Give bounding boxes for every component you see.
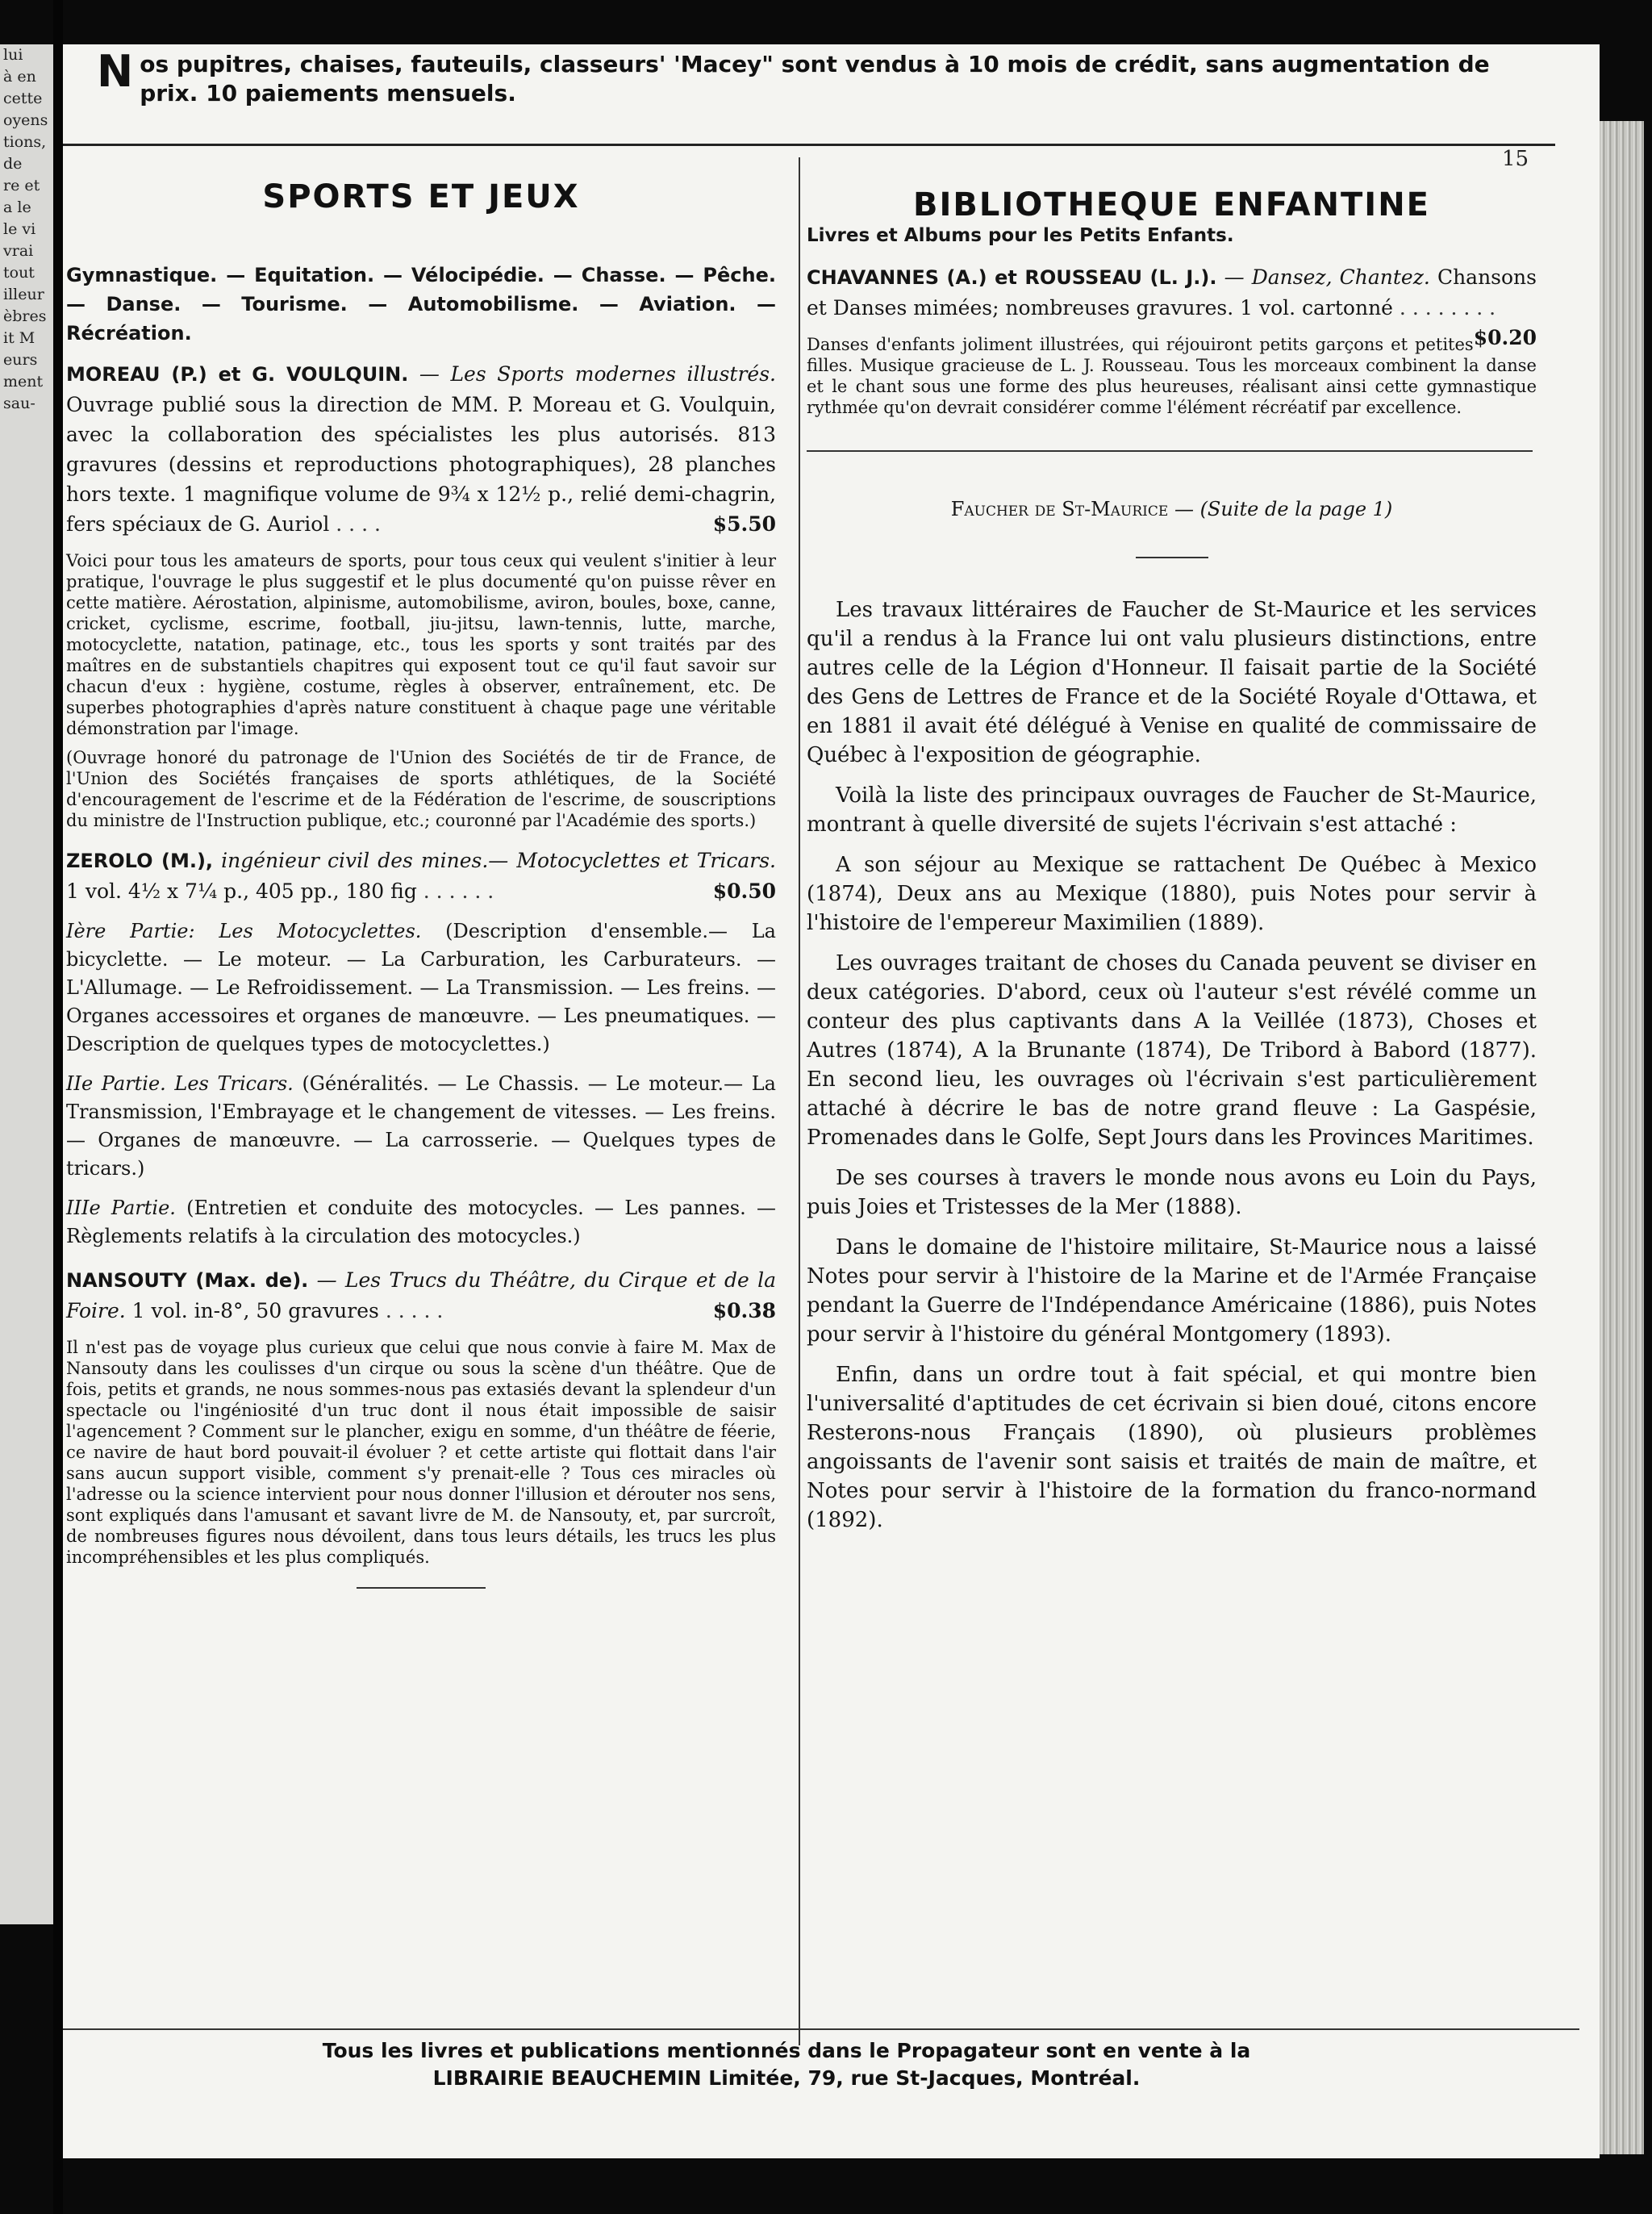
entry-note: Voici pour tous les amateurs de sports, pour tous ceux qui veulent s'initier à leur pratique, l'ouvrage le plus suggestif et le plus documenté qu'on puisse rêver en cette matière. Aérostation, alpinisme, automobilisme, aviron, boules, boxe, canne, cricket, cyclisme, escrime, football, jiu-jitsu, lawn-tennis, lutte, marche, motocyclette, natation, patinage, etc., tous les sports y sont traités par des maîtres en de substantiels chapitres qui exposent tout ce qu'il faut savoir sur chacun d'eux : hygiène, costume, règles à observer, entraînement, etc. De superbes photographies d'après nature constituent à chaque page une véritable démonstration par l'image. [66,551,776,738]
entry-author: NANSOUTY (Max. de). [66,1269,309,1292]
part-label: Ière Partie: Les Motocyclettes. [66,920,422,942]
facing-fragment: èbres [3,307,47,325]
entry-author: CHAVANNES (A.) et ROUSSEAU (L. J.). [807,266,1217,289]
part-text: (Entretien et conduite des motocycles. — Les pannes. — Règlements relatifs à la circulation des motocycles.) [66,1197,776,1247]
facing-fragment: de [3,155,23,173]
entry-title: — Les Sports modernes illustrés. [419,362,776,386]
entry-note: (Ouvrage honoré du patronage de l'Union des Sociétés de tir de France, de l'Union des Sociétés françaises de sports athlétiques, de la Société d'encouragement de l'escrime et de la Fédération de l'escrime, de souscriptions du ministre de l'Instruction publique, etc.; couronné par l'Académie des sports.) [66,748,776,830]
facing-fragment: vrai [3,242,34,260]
entry-price: $0.38 [712,1299,776,1322]
entry-part [66,917,776,1059]
entry-body: Ouvrage publié sous la direction de MM. P. Moreau et G. Voulquin, avec la collaboration des spécialistes les plus autorisés. 813 gravures (dessins et reproductions photographiques), 28 planches hors texte. 1 magnifique volume de 9¾ x 12½ p., relié demi-chagrin, fers spéciaux de G. Auriol [66,393,776,536]
article-paragraph: Les ouvrages traitant de choses du Canada peuvent se diviser en deux catégories. D'abord, ceux où l'auteur s'est révélé comme un conteur des plus captivants dans A la Veillée (1873), Choses et Autres (1874), A la Brunante (1874), De Tribord à Babord (1877). En second lieu, les ouvrages où l'écrivain s'est particulièrement attaché à décrire le bas de notre grand fleuve : La Gaspésie, Promenades dans le Golfe, Sept Jours dans les Provinces Maritimes. [807,951,1537,1150]
banner-text: os pupitres, chaises, fauteuils, classeurs' 'Macey" sont vendus à 10 mois de crédit, sans augmentation de prix. 10 paiements mensuels. [140,51,1490,107]
right-column [807,186,1537,1546]
entry-part [66,1194,776,1251]
article-paragraph: Enfin, dans un ordre tout à fait spécial, et qui montre bien l'universalité d'aptitudes de cet écrivain si bien doué, citons encore Resterons-nous Français (1890), où plusieurs problèmes angoissants de l'avenir sont saisis et traités de main de maître, et Notes pour servir à l'histoire de la formation du franco-normand (1892). [807,1363,1537,1532]
title-divider [1136,557,1208,558]
facing-fragment: oyens [3,111,48,129]
advertisement-banner [97,46,1533,108]
catalog-entry: NANSOUTY (Max. de). — Les Trucs du Théâtre, du Cirque et de la Foire. 1 vol. in-8°, 50 gravures . . . . . $0.38 [66,1265,776,1326]
facing-fragment: illeur [3,286,44,303]
entry-note: Il n'est pas de voyage plus curieux que celui que nous convie à faire M. Max de Nansouty dans les coulisses d'un cirque ou sous la scène d'un théâtre. Que de fois, petits et grands, ne nous sommes-nous pas extasiés devant la splendeur d'un spectacle ou l'ingéniosité d'un truc dont il nous était impossible de saisir l'agencement ? Comment sur le plancher, exigu en somme, d'un théâtre de féerie, ce navire de haut bord pouvait-il évoluer ? et cette artiste qui flottait dans l'air sans aucun support visible, comment s'y prenait-elle ? Tous ces miracles où l'adresse ou la science intervient pour nous donner l'illusion et dérouter nos sens, sont expliqués dans l'amusant et savant livre de M. de Nansouty, et, par surcroît, de nombreuses figures nous dévoilent, dans tous leurs détails, les trucs les plus incompréhensibles et les plus compliqués. [66,1338,776,1567]
page-stack-edge [1600,121,1644,2154]
article-paragraph: Voilà la liste des principaux ouvrages de Faucher de St-Maurice, montrant à quelle diversité de sujets l'écrivain s'est attaché : [807,783,1537,837]
part-text: (Généralités. — Le Chassis. — Le moteur.— La Transmission, l'Embrayage et le changement de vitesses. — Les freins. — Organes de manœuvre. — La carrosserie. — Quelques types de tricars.) [66,1072,776,1180]
library-subheading: Livres et Albums pour les Petits Enfants. [807,225,1234,246]
facing-page-edge [0,44,58,1924]
article-title-name: Faucher de St-Maurice [950,498,1169,520]
section-divider [807,450,1533,452]
catalog-entry: ZEROLO (M.), ingénieur civil des mines.— Motocyclettes et Tricars. 1 vol. 4½ x 7¼ p., 405 pp., 180 fig . . . . . . $0.50 [66,846,776,906]
entry-body: 1 vol. in-8°, 50 gravures [131,1299,379,1322]
facing-fragment: lui [3,46,23,64]
entry-body: 1 vol. 4½ x 7¼ p., 405 pp., 180 fig [66,879,417,903]
facing-fragment: à en [3,68,36,86]
article-paragraph: A son séjour au Mexique se rattachent De Québec à Mexico (1874), Deux ans au Mexique (1880), puis Notes pour servir à l'histoire de l'empereur Maximilien (1889). [807,853,1537,935]
entry-title: — Dansez, Chantez. [1224,265,1430,289]
entry-title: ingénieur civil des mines.— Motocyclettes et Tricars. [221,849,776,872]
facing-fragment: ment [3,373,44,391]
banner-dropcap: N [97,46,134,97]
part-text: (Description d'ensemble.— La bicyclette. — Le moteur. — La Carburation, les Carburateurs. — L'Allumage. — Le Refroidissement. — La Transmission. — Les freins. — Organes accessoires et organes de manœuvre. — Les pneumatiques. — Description de quelques types de motocyclettes.) [66,920,776,1055]
article-paragraph: Dans le domaine de l'histoire militaire, St-Maurice nous a laissé Notes pour servir à l'histoire de la Marine et de l'Armée Française pendant la Guerre de l'Indépendance Américaine (1886), puis Notes pour servir à l'histoire du général Montgomery (1893). [807,1235,1537,1347]
entry-author: ZEROLO (M.), [66,850,214,872]
footer-line-2: LIBRAIRIE BEAUCHEMIN Limitée, 79, rue St-Jacques, Montréal. [432,2066,1141,2090]
entry-price: $5.50 [712,512,776,536]
article-paragraph: Les travaux littéraires de Faucher de St-Maurice et les services qu'il a rendus à la France lui ont valu plusieurs distinctions, entre autres celle de la Légion d'Honneur. Il faisait partie de la Société des Gens de Lettres de France et de la Société Royale d'Ottawa, et en 1881 il avait été délégué à Venise en qualité de commissaire de Québec à l'exposition de géographie. [807,598,1537,767]
facing-fragment: it M [3,329,35,347]
entry-part [66,1070,776,1183]
footer-rule [63,2028,1579,2030]
entry-body: Chansons et Danses mimées; nombreuses gravures. 1 vol. cartonné [807,265,1537,320]
header-rule [63,144,1555,146]
left-column [66,178,776,1589]
footer-notice [202,2037,1371,2092]
part-label: IIe Partie. Les Tricars. [66,1072,294,1095]
facing-fragment: tions, [3,133,47,151]
facing-fragment: sau- [3,395,35,412]
article-paragraph: De ses courses à travers le monde nous avons eu Loin du Pays, puis Joies et Tristesses de la Mer (1888). [807,1166,1537,1219]
article-title-suffix: — (Suite de la page 1) [1174,498,1393,520]
facing-fragment: eurs [3,351,38,369]
entry-note: Danses d'enfants joliment illustrées, qui réjouiront petits garçons et petites filles. Musique gracieuse de L. J. Rousseau. Tous les morceaux combinent la danse et le chant sous une forme des plus heureuses, réalisant ainsi cette gymnastique rythmée qu'on devrait considérer comme l'élément récréatif par excellence. [807,335,1537,417]
entry-title: — Les Trucs du Théâtre, du Cirque et de la Foire. [66,1268,776,1322]
article-title [807,494,1537,524]
facing-fragment: tout [3,264,35,282]
page-number: 15 [1502,147,1529,171]
part-label: IIIe Partie. [66,1197,176,1219]
sports-categories: Gymnastique. — Equitation. — Vélocipédie. — Chasse. — Pêche. — Danse. — Tourisme. — Automobilisme. — Aviation. — Récréation. [66,264,776,345]
facing-fragment: le vi [3,220,36,238]
sports-heading: SPORTS ET JEUX [262,178,580,215]
facing-fragment: cette [3,90,43,107]
library-heading: BIBLIOTHEQUE ENFANTINE [913,186,1430,223]
entry-price: $0.20 [1473,326,1537,349]
facing-fragment: a le [3,198,31,216]
section-divider [357,1587,486,1589]
catalog-entry: CHAVANNES (A.) et ROUSSEAU (L. J.). — Dansez, Chantez. Chansons et Danses mimées; nombreuses gravures. 1 vol. cartonné . . . . . . . . $0.20 [807,262,1537,323]
facing-fragment: re et [3,177,40,194]
catalog-entry: MOREAU (P.) et G. VOULQUIN. — Les Sports modernes illustrés. Ouvrage publié sous la direction de MM. P. Moreau et G. Voulquin, avec la collaboration des spécialistes les plus autorisés. 813 gravures (dessins et reproductions photographiques), 28 planches hors texte. 1 magnifique volume de 9¾ x 12½ p., relié demi-chagrin, fers spéciaux de G. Auriol . . . . $5.50 [66,359,776,539]
entry-price: $0.50 [712,879,776,903]
footer-line-1: Tous les livres et publications mentionnés dans le Propagateur sont en vente à la [322,2039,1251,2062]
entry-author: MOREAU (P.) et G. VOULQUIN. [66,363,409,386]
binding-gutter [53,0,63,2214]
column-rule [799,157,800,2045]
